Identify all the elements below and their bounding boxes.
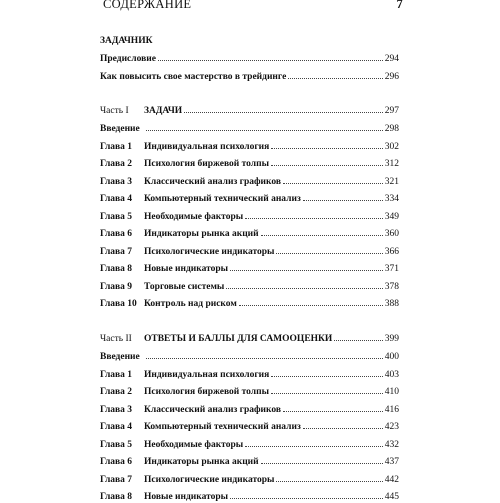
entry-page: 302 — [384, 142, 399, 152]
entry-title: Психологические индикаторы — [144, 475, 275, 485]
entry-title: Как повысить свое мастерство в трейдинге — [100, 72, 287, 82]
entry-title: Компьютерный технический анализ — [144, 422, 301, 432]
entry-label: Глава 9 — [100, 282, 133, 292]
entry-label: Глава 8 — [100, 264, 133, 274]
entry-page: 294 — [384, 54, 399, 64]
entry-page: 371 — [384, 264, 399, 274]
entry-label: Глава 6 — [100, 229, 133, 239]
dot-leader — [276, 245, 382, 254]
entry-label: Глава 7 — [100, 475, 133, 485]
toc-entry — [100, 52, 399, 65]
dot-leader — [271, 157, 383, 166]
toc-entry — [100, 403, 399, 416]
entry-title: Компьютерный технический анализ — [144, 194, 301, 204]
entry-label: Глава 5 — [100, 212, 133, 222]
entry-label: Введение — [100, 352, 140, 362]
entry-title: Торговые системы — [144, 282, 225, 292]
entry-title: Новые индикаторы — [144, 492, 229, 502]
toc-entry — [100, 368, 399, 381]
entry-label: Глава 10 — [100, 299, 137, 309]
entry-page: 400 — [384, 352, 399, 362]
dot-leader — [239, 297, 383, 306]
toc-entry — [100, 210, 399, 223]
toc-entry — [100, 438, 399, 451]
entry-label: Глава 2 — [100, 387, 133, 397]
dot-leader — [288, 70, 382, 79]
entry-page: 366 — [384, 247, 399, 257]
dot-leader — [303, 420, 383, 429]
part-label: Часть II — [100, 334, 132, 344]
dot-leader — [146, 350, 383, 359]
part-page: 399 — [384, 334, 399, 344]
toc-entry — [100, 175, 399, 188]
entry-label: Глава 7 — [100, 247, 133, 257]
zadachnik-heading: ЗАДАЧНИК — [100, 36, 153, 46]
toc-entry — [100, 192, 399, 205]
entry-page: 442 — [384, 475, 399, 485]
entry-title: Классический анализ графиков — [144, 177, 282, 187]
entry-page: 437 — [384, 457, 399, 467]
dot-leader — [271, 140, 382, 149]
entry-page: 410 — [384, 387, 399, 397]
page-number: 7 — [396, 0, 403, 11]
entry-page: 423 — [384, 422, 399, 432]
toc-entry — [100, 297, 399, 310]
entry-label: Введение — [100, 124, 140, 134]
dot-leader — [276, 473, 382, 482]
entry-title: Психологические индикаторы — [144, 247, 275, 257]
entry-page: 312 — [384, 159, 399, 169]
entry-label: Глава 5 — [100, 440, 133, 450]
dot-leader — [271, 385, 383, 394]
toc-entry — [100, 245, 399, 258]
toc-entry — [100, 490, 399, 503]
entry-page: 360 — [384, 229, 399, 239]
dot-leader — [230, 262, 383, 271]
toc-entry — [100, 157, 399, 170]
part-title: ЗАДАЧИ — [144, 106, 183, 116]
part-page: 297 — [384, 106, 399, 116]
toc-entry — [100, 122, 399, 135]
entry-label: Глава 3 — [100, 177, 133, 187]
dot-leader — [283, 403, 383, 412]
dot-leader — [184, 104, 383, 113]
dot-leader — [245, 438, 383, 447]
entry-title: Психология биржевой толпы — [144, 387, 270, 397]
toc-entry — [100, 455, 399, 468]
entry-page: 298 — [384, 124, 399, 134]
entry-label: Глава 4 — [100, 194, 133, 204]
entry-page: 334 — [384, 194, 399, 204]
entry-page: 296 — [384, 72, 399, 82]
dot-leader — [261, 227, 383, 236]
entry-page: 349 — [384, 212, 399, 222]
entry-page: 403 — [384, 370, 399, 380]
entry-label: Глава 2 — [100, 159, 133, 169]
part-label: Часть I — [100, 106, 129, 116]
dot-leader — [230, 490, 383, 499]
entry-label: Глава 8 — [100, 492, 133, 502]
entry-title: Индикаторы рынка акций — [144, 229, 259, 239]
entry-page: 432 — [384, 440, 399, 450]
entry-title: Необходимые факторы — [144, 212, 244, 222]
toc-entry — [100, 280, 399, 293]
entry-label: Глава 1 — [100, 370, 133, 380]
entry-title: Индикаторы рынка акций — [144, 457, 259, 467]
entry-page: 321 — [384, 177, 399, 187]
dot-leader — [334, 332, 382, 341]
entry-label: Глава 3 — [100, 405, 133, 415]
dot-leader — [303, 192, 383, 201]
entry-title: Индивидуальная психология — [144, 142, 270, 152]
dot-leader — [158, 52, 383, 61]
toc-entry — [100, 385, 399, 398]
dot-leader — [245, 210, 383, 219]
entry-label: Глава 1 — [100, 142, 133, 152]
entry-title: Классический анализ графиков — [144, 405, 282, 415]
toc-entry — [100, 70, 399, 83]
entry-title: Контроль над риском — [144, 299, 237, 309]
part-heading — [100, 104, 399, 117]
dot-leader — [146, 122, 383, 131]
dot-leader — [261, 455, 383, 464]
entry-page: 416 — [384, 405, 399, 415]
section-title: СОДЕРЖАНИЕ — [103, 0, 192, 11]
entry-page: 388 — [384, 299, 399, 309]
toc-entry — [100, 473, 399, 486]
toc-entry — [100, 350, 399, 363]
dot-leader — [271, 368, 382, 377]
running-header — [103, 0, 403, 13]
entry-title: Необходимые факторы — [144, 440, 244, 450]
entry-title: Индивидуальная психология — [144, 370, 270, 380]
part-title: ОТВЕТЫ И БАЛЛЫ ДЛЯ САМООЦЕНКИ — [144, 334, 333, 344]
toc-entry — [100, 420, 399, 433]
entry-page: 445 — [384, 492, 399, 502]
entry-page: 378 — [384, 282, 399, 292]
toc-entry — [100, 227, 399, 240]
entry-label: Глава 4 — [100, 422, 133, 432]
entry-label: Глава 6 — [100, 457, 133, 467]
part-heading — [100, 332, 399, 345]
toc-entry — [100, 262, 399, 275]
entry-title: Предисловие — [100, 54, 156, 64]
toc-entry — [100, 140, 399, 153]
dot-leader — [226, 280, 382, 289]
entry-title: Новые индикаторы — [144, 264, 229, 274]
dot-leader — [283, 175, 383, 184]
entry-title: Психология биржевой толпы — [144, 159, 270, 169]
